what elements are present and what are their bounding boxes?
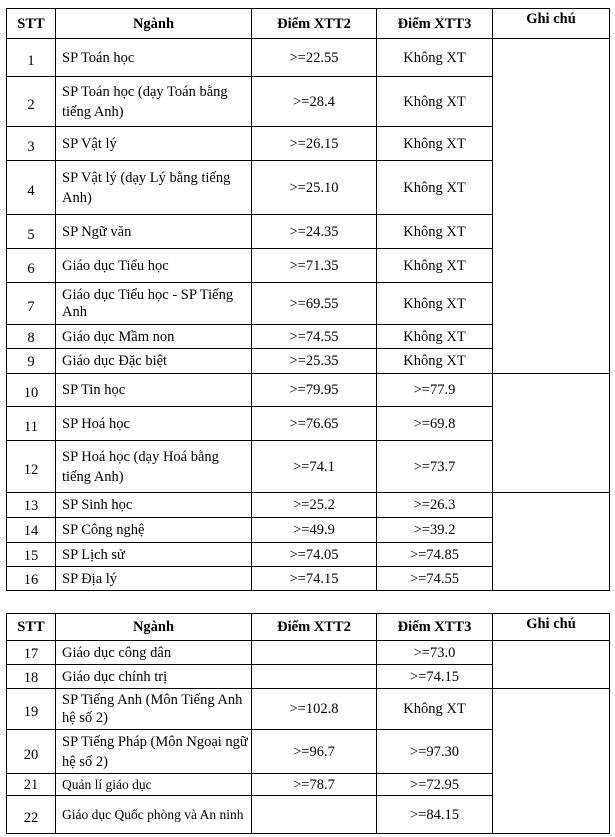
row-stt: 13 xyxy=(7,493,56,518)
header-row xyxy=(7,614,610,641)
row-diem-xtt2: >=78.7 xyxy=(252,774,377,796)
row-diem-xtt2: >=49.9 xyxy=(252,518,377,543)
row-stt: 9 xyxy=(7,349,56,374)
table-row xyxy=(7,493,610,518)
row-diem-xtt2: >=25.35 xyxy=(252,349,377,374)
row-diem-xtt3: >=77.9 xyxy=(377,374,493,407)
row-stt: 2 xyxy=(7,77,56,127)
row-stt: 1 xyxy=(7,39,56,77)
row-diem-xtt2: >=71.35 xyxy=(252,249,377,283)
row-nganh: Quản lí giáo dục xyxy=(56,774,252,796)
row-nganh: Giáo dục chính trị xyxy=(56,665,252,689)
row-nganh: SP Toán học xyxy=(56,39,252,77)
admission-score-table-1 xyxy=(6,8,610,591)
table-row xyxy=(7,641,610,665)
row-stt: 3 xyxy=(7,127,56,161)
row-nganh: SP Vật lý (dạy Lý bằng tiếng Anh) xyxy=(56,161,252,215)
row-diem-xtt2: >=74.1 xyxy=(252,441,377,493)
row-diem-xtt2 xyxy=(252,641,377,665)
row-diem-xtt3: >=73.7 xyxy=(377,441,493,493)
row-diem-xtt2: >=25.10 xyxy=(252,161,377,215)
row-diem-xtt3: Không XT xyxy=(377,249,493,283)
row-diem-xtt3: Không XT xyxy=(377,215,493,249)
row-nganh: Giáo dục Quốc phòng và An ninh xyxy=(56,796,252,834)
row-stt: 21 xyxy=(7,774,56,796)
header-diem-xtt2: Điểm XTT2 xyxy=(252,614,377,641)
header-nganh: Ngành xyxy=(56,614,252,641)
header-stt: STT xyxy=(7,614,56,641)
row-stt: 6 xyxy=(7,249,56,283)
header-stt: STT xyxy=(7,9,56,39)
row-stt: 5 xyxy=(7,215,56,249)
row-stt: 4 xyxy=(7,161,56,215)
row-stt: 10 xyxy=(7,374,56,407)
row-diem-xtt3: >=97.30 xyxy=(377,730,493,774)
row-diem-xtt2: >=25.2 xyxy=(252,493,377,518)
row-diem-xtt3: >=69.8 xyxy=(377,407,493,441)
row-nganh: SP Công nghệ xyxy=(56,518,252,543)
row-diem-xtt3: Không XT xyxy=(377,127,493,161)
header-row xyxy=(7,9,610,39)
row-stt: 20 xyxy=(7,730,56,774)
row-diem-xtt3: >=39.2 xyxy=(377,518,493,543)
row-stt: 16 xyxy=(7,567,56,591)
row-diem-xtt3: >=26.3 xyxy=(377,493,493,518)
row-diem-xtt3: Không XT xyxy=(377,161,493,215)
row-nganh: SP Vật lý xyxy=(56,127,252,161)
row-ghi-chu xyxy=(493,39,610,374)
row-nganh: SP Hoá học (dạy Hoá bằng tiếng Anh) xyxy=(56,441,252,493)
header-ghi-chu: Ghi chú xyxy=(493,614,610,641)
row-diem-xtt2: >=24.35 xyxy=(252,215,377,249)
row-diem-xtt3: >=74.15 xyxy=(377,665,493,689)
row-nganh: SP Sinh học xyxy=(56,493,252,518)
row-ghi-chu xyxy=(493,641,610,689)
row-diem-xtt2: >=69.55 xyxy=(252,283,377,325)
row-stt: 12 xyxy=(7,441,56,493)
row-diem-xtt2: >=74.05 xyxy=(252,543,377,567)
row-diem-xtt2: >=76.65 xyxy=(252,407,377,441)
row-nganh: Giáo dục Đặc biệt xyxy=(56,349,252,374)
row-diem-xtt3: >=73.0 xyxy=(377,641,493,665)
admission-score-table-2 xyxy=(6,613,610,834)
row-stt: 8 xyxy=(7,325,56,349)
row-diem-xtt3: >=74.85 xyxy=(377,543,493,567)
table-row xyxy=(7,39,610,77)
row-diem-xtt2: >=22.55 xyxy=(252,39,377,77)
row-stt: 7 xyxy=(7,283,56,325)
row-diem-xtt3: Không XT xyxy=(377,325,493,349)
row-diem-xtt3: >=74.55 xyxy=(377,567,493,591)
header-diem-xtt3: Điểm XTT3 xyxy=(377,614,493,641)
row-nganh: SP Tin học xyxy=(56,374,252,407)
row-diem-xtt3: Không XT xyxy=(377,283,493,325)
row-nganh: Giáo dục Tiểu học - SP Tiếng Anh xyxy=(56,283,252,325)
row-diem-xtt2: >=26.15 xyxy=(252,127,377,161)
row-diem-xtt2: >=28.4 xyxy=(252,77,377,127)
row-stt: 18 xyxy=(7,665,56,689)
row-nganh: SP Tiếng Anh (Môn Tiếng Anh hệ số 2) xyxy=(56,689,252,730)
header-diem-xtt2: Điểm XTT2 xyxy=(252,9,377,39)
row-stt: 22 xyxy=(7,796,56,834)
row-diem-xtt3: >=72.95 xyxy=(377,774,493,796)
row-nganh: SP Tiếng Pháp (Môn Ngoại ngữ hệ số 2) xyxy=(56,730,252,774)
row-diem-xtt2 xyxy=(252,796,377,834)
row-nganh: SP Ngữ văn xyxy=(56,215,252,249)
row-stt: 15 xyxy=(7,543,56,567)
row-diem-xtt2: >=96.7 xyxy=(252,730,377,774)
row-ghi-chu xyxy=(493,493,610,591)
row-nganh: Giáo dục công dân xyxy=(56,641,252,665)
row-diem-xtt3: Không XT xyxy=(377,689,493,730)
row-stt: 14 xyxy=(7,518,56,543)
row-ghi-chu xyxy=(493,374,610,493)
row-nganh: Giáo dục Tiểu học xyxy=(56,249,252,283)
row-nganh: SP Lịch sử xyxy=(56,543,252,567)
row-nganh: SP Địa lý xyxy=(56,567,252,591)
row-diem-xtt3: Không XT xyxy=(377,77,493,127)
row-nganh: SP Toán học (dạy Toán bằng tiếng Anh) xyxy=(56,77,252,127)
row-nganh: SP Hoá học xyxy=(56,407,252,441)
row-diem-xtt3: Không XT xyxy=(377,349,493,374)
row-diem-xtt2: >=74.55 xyxy=(252,325,377,349)
row-diem-xtt2: >=74.15 xyxy=(252,567,377,591)
row-diem-xtt2 xyxy=(252,665,377,689)
header-nganh: Ngành xyxy=(56,9,252,39)
row-diem-xtt3: Không XT xyxy=(377,39,493,77)
table-row xyxy=(7,374,610,407)
header-ghi-chu: Ghi chú xyxy=(493,9,610,39)
row-diem-xtt3: >=84.15 xyxy=(377,796,493,834)
row-ghi-chu xyxy=(493,689,610,834)
row-diem-xtt2: >=102.8 xyxy=(252,689,377,730)
row-stt: 19 xyxy=(7,689,56,730)
row-stt: 11 xyxy=(7,407,56,441)
row-stt: 17 xyxy=(7,641,56,665)
row-diem-xtt2: >=79.95 xyxy=(252,374,377,407)
row-nganh: Giáo dục Mầm non xyxy=(56,325,252,349)
table-row xyxy=(7,689,610,730)
header-diem-xtt3: Điểm XTT3 xyxy=(377,9,493,39)
